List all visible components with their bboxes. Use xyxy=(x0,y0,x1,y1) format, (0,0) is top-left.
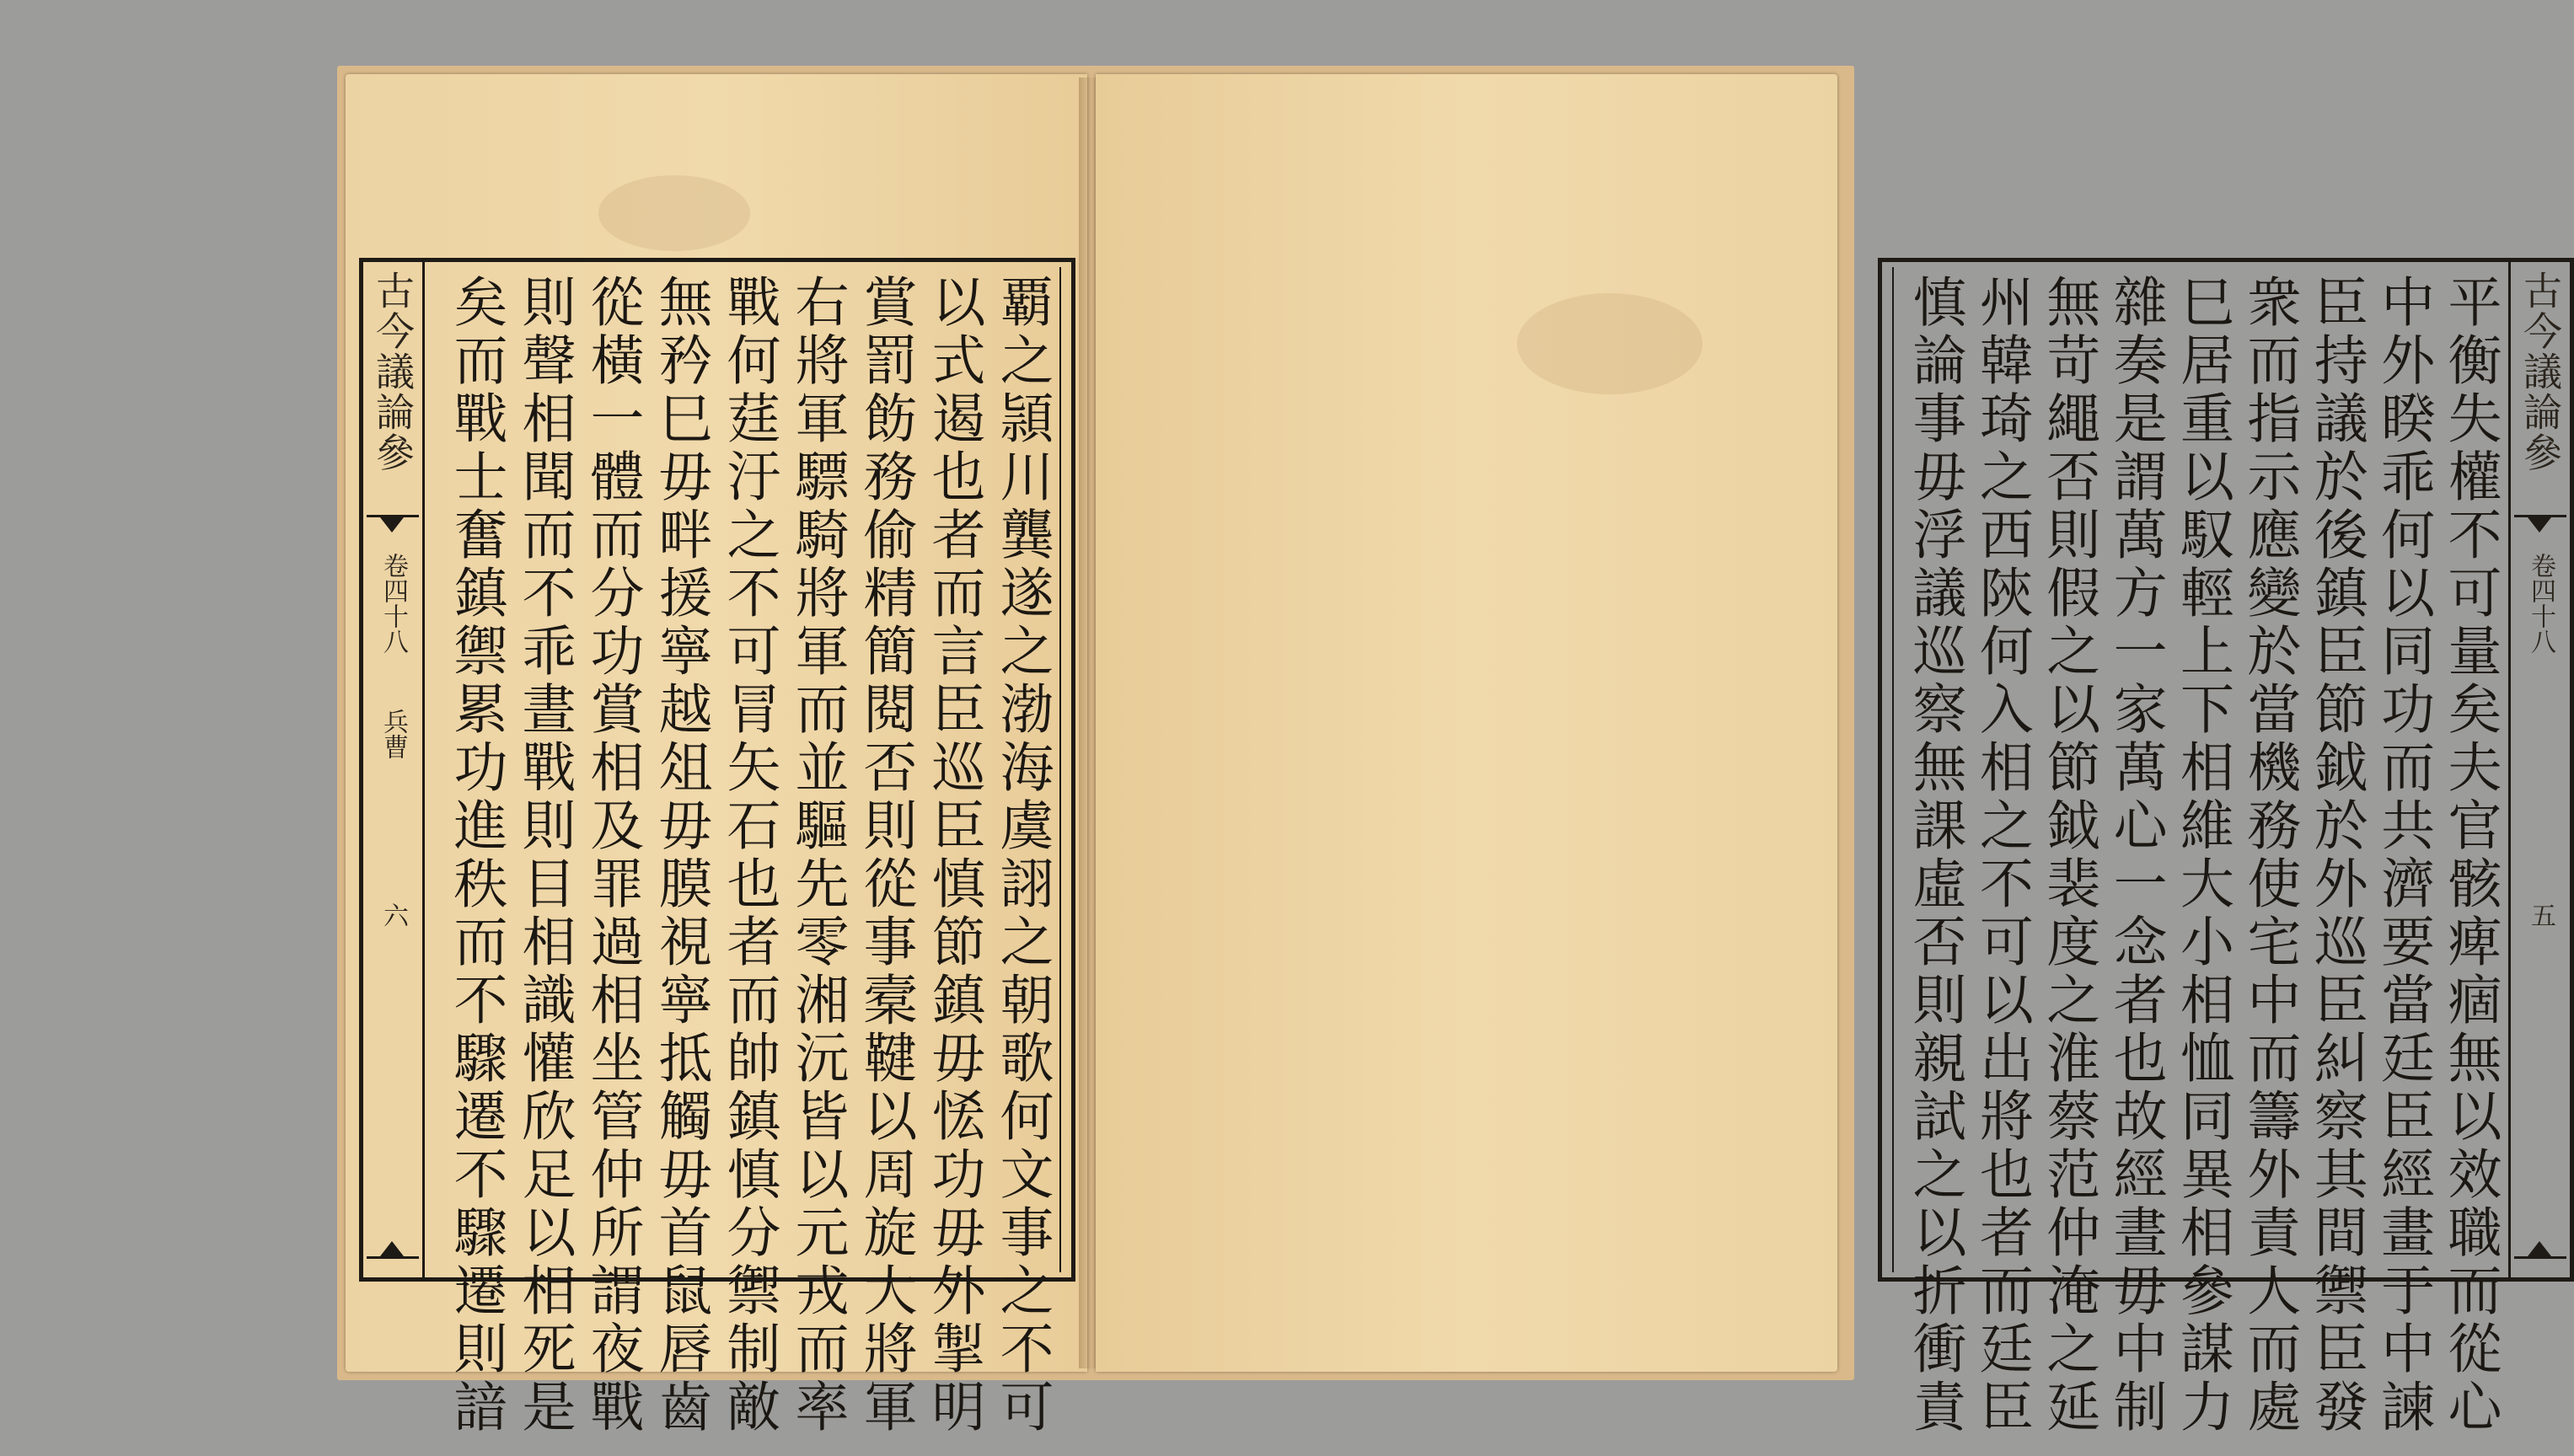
text-column: 州韓琦之西陝何入相之不可以出將也者而廷臣 xyxy=(1970,274,2033,1437)
text-column: 慎論事毋浮議巡察無課虛否則親試之以折衝責 xyxy=(1903,274,1966,1437)
right-banxin-title: 古今議論參 xyxy=(2518,270,2563,473)
text-column: 平衡失權不可量矣夫官骸痺痼無以效職而從心 xyxy=(2438,274,2502,1437)
text-column: 戰何莛汙之不可冐矢石也者而帥鎮慎分禦制敵 xyxy=(717,274,780,1437)
fishtail-mark-bottom xyxy=(367,1231,419,1259)
text-column: 衆而指示應變於當機務使宅中而籌外責人而處 xyxy=(2238,274,2301,1437)
text-column: 以式遏也者而言臣巡臣慎節鎮毋恡功毋外掣明 xyxy=(922,274,985,1437)
left-banxin-title: 古今議論參 xyxy=(370,270,416,473)
text-column: 從橫一體而分功賞相及罪過相坐管仲所謂夜戰 xyxy=(581,274,644,1437)
left-text-frame xyxy=(359,258,1075,1437)
text-column: 右將軍驃騎將軍而並驅先零湘沅皆以元戎而率 xyxy=(786,274,849,1437)
left-banxin-section: 兵曹 xyxy=(378,709,408,759)
frame-inner-rule xyxy=(1059,267,1061,1272)
paper-stain xyxy=(598,175,750,251)
right-text-columns xyxy=(1903,274,2502,1437)
text-column: 則聲相聞而不乖晝戰則目相識懽欣足以相死是 xyxy=(512,274,576,1437)
text-column: 賞罰飭務偷精簡閱否則從事槖鞬以周旋大將軍 xyxy=(854,274,917,1437)
right-banxin-volume: 卷四十八 xyxy=(2526,553,2555,654)
text-column: 無矜巳毋畔援寧越俎毋膜視寧抵觸毋首鼠唇齒 xyxy=(649,274,712,1437)
right-banxin-folio: 五 xyxy=(2526,902,2555,928)
text-column: 矣而戰士奮鎮禦累功進秩而不驟遷不驟遷則諳 xyxy=(444,274,507,1437)
left-banxin-volume: 卷四十八 xyxy=(378,553,408,654)
book-spread xyxy=(337,66,2563,1437)
text-column: 無苛繩否則假之以節鉞裴度之淮蔡范仲淹之延 xyxy=(2037,274,2100,1437)
text-column: 雜奏是謂萬方一家萬心一念者也故經晝毋中制 xyxy=(2104,274,2167,1437)
paper-stain xyxy=(1517,293,1703,394)
frame-inner-rule xyxy=(1892,267,1894,1272)
right-text-frame xyxy=(1878,258,2574,1437)
left-banxin-folio: 六 xyxy=(378,902,408,928)
fishtail-mark xyxy=(2514,515,2566,543)
text-column: 臣持議於後鎮臣節鉞於外巡臣糾察其間禦臣發 xyxy=(2304,274,2368,1437)
left-block-heart xyxy=(363,262,425,1277)
left-page xyxy=(346,74,1087,1437)
right-page xyxy=(1096,74,2563,1437)
text-column: 覇之頴川龔遂之渤海虞詡之朝歌何文事之不可 xyxy=(990,274,1054,1437)
right-block-heart xyxy=(2508,262,2570,1277)
fishtail-mark xyxy=(367,515,419,543)
text-column: 巳居重以馭輕上下相維大小相恤同異相參謀力 xyxy=(2171,274,2233,1437)
text-column: 中外睽乖何以同功而共濟要當廷臣經畫于中諫 xyxy=(2372,274,2435,1437)
left-text-columns xyxy=(434,274,1054,1437)
fishtail-mark-bottom xyxy=(2514,1231,2566,1259)
